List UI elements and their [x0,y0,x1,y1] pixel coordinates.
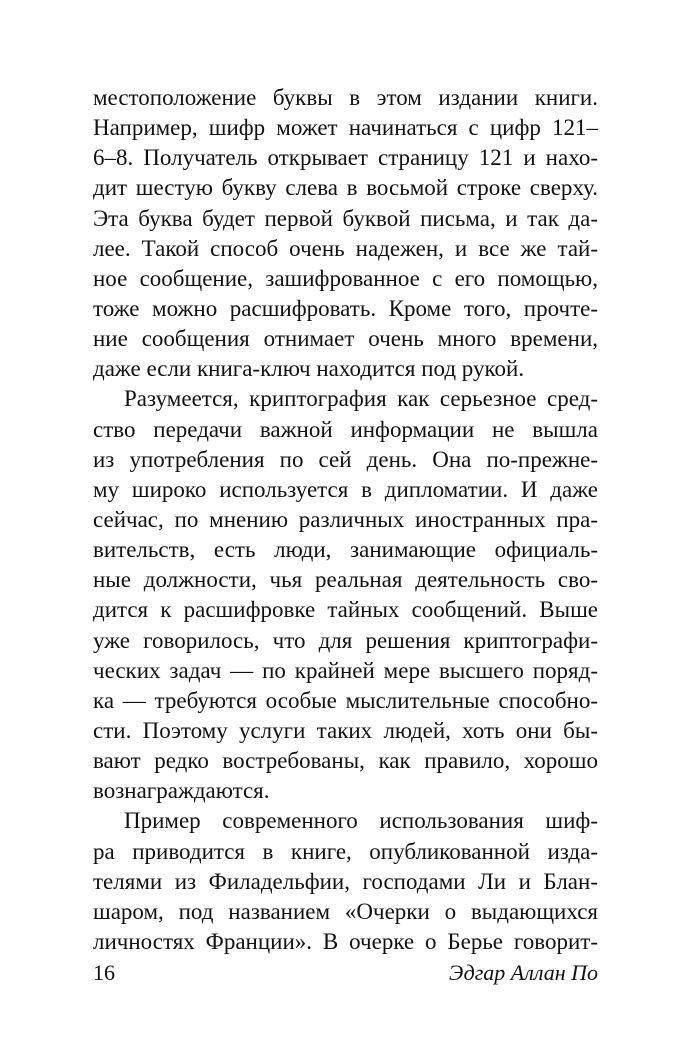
text-line: ка — требуются особые мыслительные способно- [93,687,598,713]
text-line: ние сообщения отнимает очень много времени, [93,326,598,352]
text-line: из употребления по сей день. Она по-прежне- [93,446,598,472]
running-title: Эдгар Аллан По [448,960,598,985]
text-line: Пример современного использования шиф- [124,808,598,834]
text-line: сейчас, по мнению различных иностранных пра- [93,506,598,532]
text-line: ра приводится в книге, опубликованной изда- [93,838,598,864]
text-line: даже если книга-ключ находится под рукой. [93,356,525,382]
text-line: вительств, есть люди, занимающие официаль- [93,537,598,563]
text-line: лее. Такой способ очень надежен, и все же тай- [93,235,598,261]
text-line: Эта буква будет первой буквой письма, и так да- [93,205,598,231]
text-line: вают редко востребованы, как правило, хорошо [93,748,598,774]
page-footer [93,958,598,988]
page-number: 16 [93,960,115,985]
text-line: местоположение буквы в этом издании книги. [93,85,598,110]
paragraph-3 [93,806,598,957]
text-line: личностях Франции». В очерке о Берье говорит- [93,928,598,954]
text-line: ство передачи важной информации не вышла [93,416,598,442]
text-line: ческих задач — по крайней мере высшего поряд- [93,657,598,683]
text-line: Например, шифр может начинаться с цифр 121– [93,115,598,141]
text-line: уже говорилось, что для решения криптографи- [93,627,598,653]
text-line: ное сообщение, зашифрованное с его помощью, [93,265,598,291]
text-line: шаром, под названием «Очерки о выдающихся [93,898,598,924]
page-text [93,83,598,957]
text-line: дится к расшифровке тайных сообщений. Выше [93,597,598,623]
text-line: 6–8. Получатель открывает страницу 121 и нахо- [93,145,598,171]
text-line: ные должности, чья реальная деятельность сво- [93,567,598,593]
text-line: тоже можно расшифровать. Кроме того, прочте- [93,295,598,321]
text-line: сти. Поэтому услуги таких людей, хоть они бы- [93,717,598,743]
paragraph-2 [93,384,598,806]
text-line: вознаграждаются. [93,778,270,804]
paragraph-1 [93,83,598,384]
text-line: Разумеется, криптография как серьезное сред- [124,386,598,412]
text-line: му широко используется в дипломатии. И даже [93,476,598,502]
text-line: телями из Филадельфии, господами Ли и Блан- [93,868,598,894]
text-line: дит шестую букву слева в восьмой строке сверху. [93,175,598,201]
